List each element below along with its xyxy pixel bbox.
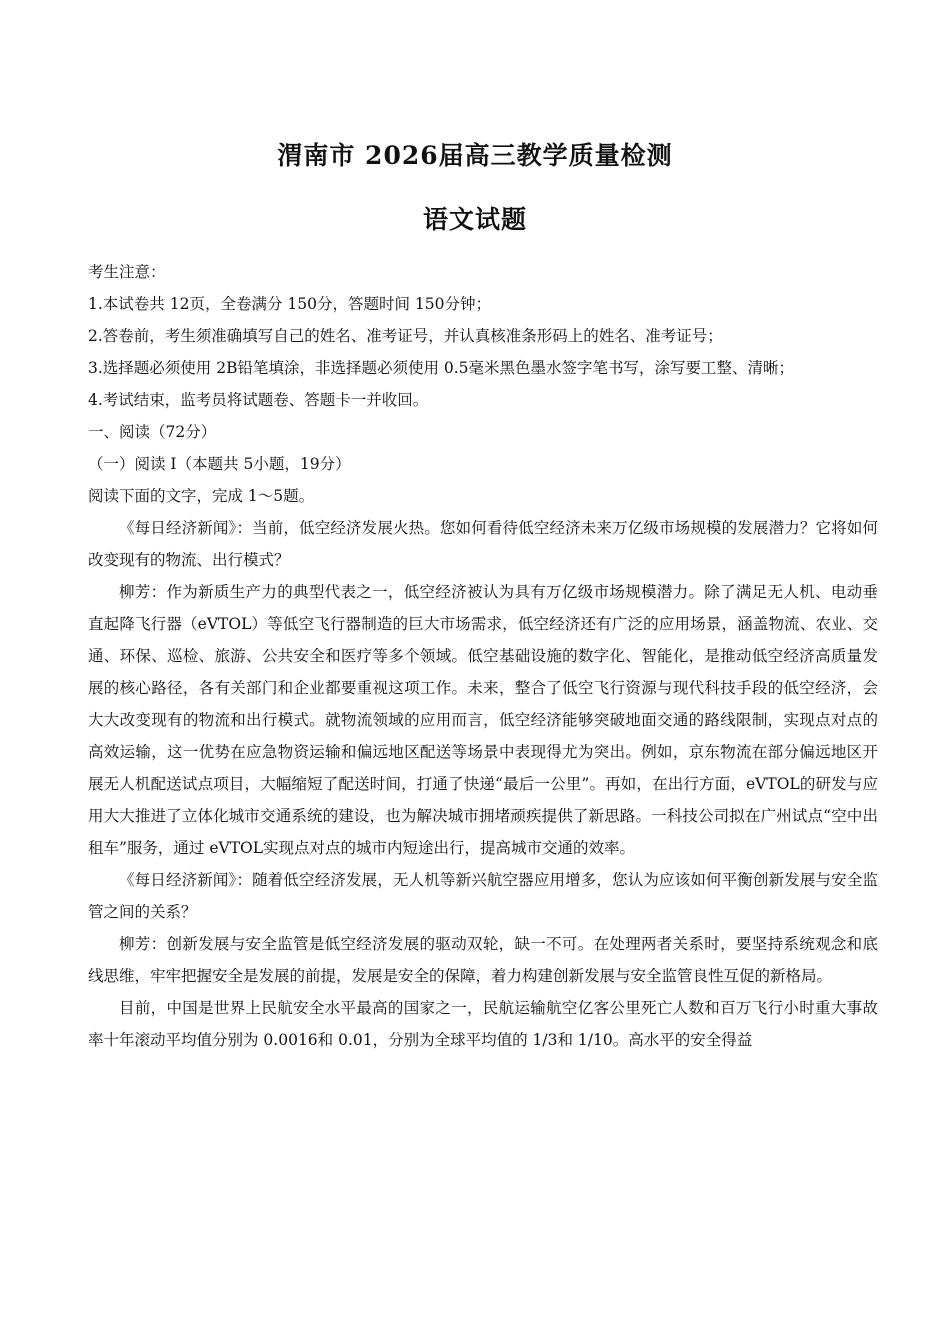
notice-item: 1.本试卷共 12页，全卷满分 150分，答题时间 150分钟； xyxy=(88,295,491,313)
passage-paragraph: 柳芳：作为新质生产力的典型代表之一，低空经济被认为具有万亿级市场规模潜力。除了满足无人机、电动垂直起降飞行器（eVTOL）等低空飞行器制造的巨大市场需求，低空经济还有广泛的应用场景，涵盖物流、农业、交通、环保、巡检、旅游、公共安全和医疗等多个领域。低空基础设施的数字化、智能化，是推动低空经济高质量发展的核心路径，各有关部门和企业都要重视这项工作。未来，整合了低空飞行资源与现代科技手段的低空经济，会大大改变现有的物流和出行模式。就物流领域的应用而言，低空经济能够突破地面交通的路线限制，实现点对点的高效运输，这一优势在应急物资运输和偏远地区配送等场景中表现得尤为突出。例如，京东物流在部分偏远地区开展无人机配送试点项目，大幅缩短了配送时间，打通了快递“最后一公里”。再如，在出行方面，eVTOL的研发与应用大大推进了立体化城市交通系统的建设，也为解决城市拥堵顽疾提供了新思路。一科技公司拟在广州试点“空中出租车”服务，通过 eVTOL实现点对点的城市内短途出行，提高城市交通的效率。 xyxy=(88,583,878,857)
section-subtitle: （一）阅读 I（本题共 5小题，19分） xyxy=(88,455,351,473)
passage-paragraph: 柳芳：创新发展与安全监管是低空经济发展的驱动双轮，缺一不可。在处理两者关系时，要坚持系统观念和底线思维，牢牢把握安全是发展的前提，发展是安全的保障，着力构建创新发展与安全监管良性互促的新格局。 xyxy=(88,935,878,985)
notice-item: 2.答卷前，考生须准确填写自己的姓名、准考证号，并认真核准条形码上的姓名、准考证号； xyxy=(88,327,723,345)
passage-paragraph: 《每日经济新闻》：随着低空经济发展，无人机等新兴航空器应用增多，您认为应该如何平衡创新发展与安全监管之间的关系？ xyxy=(88,871,878,921)
notice-item: 3.选择题必须使用 2B铅笔填涂，非选择题必须使用 0.5毫米黑色墨水签字笔书写，涂写要工整、清晰； xyxy=(88,359,795,377)
notice-item: 4.考试结束，监考员将试题卷、答题卡一并收回。 xyxy=(88,391,429,409)
section-title: 一、阅读（72分） xyxy=(88,423,217,441)
passage-paragraph: 目前，中国是世界上民航安全水平最高的国家之一，民航运输航空亿客公里死亡人数和百万飞行小时重大事故率十年滚动平均值分别为 0.0016和 0.01，分别为全球平均值的 1/3和 1/10。高水平的安全得益 xyxy=(88,999,878,1049)
notice-heading: 考生注意： xyxy=(88,263,166,281)
exam-title: 渭南市 2026届高三教学质量检测 xyxy=(277,141,673,170)
subject-title: 语文试题 xyxy=(422,205,527,234)
section-instruction: 阅读下面的文字，完成 1～5题。 xyxy=(88,487,315,505)
passage-paragraph: 《每日经济新闻》：当前，低空经济发展火热。您如何看待低空经济未来万亿级市场规模的发展潜力？它将如何改变现有的物流、出行模式？ xyxy=(88,519,878,569)
exam-content xyxy=(88,256,878,1056)
